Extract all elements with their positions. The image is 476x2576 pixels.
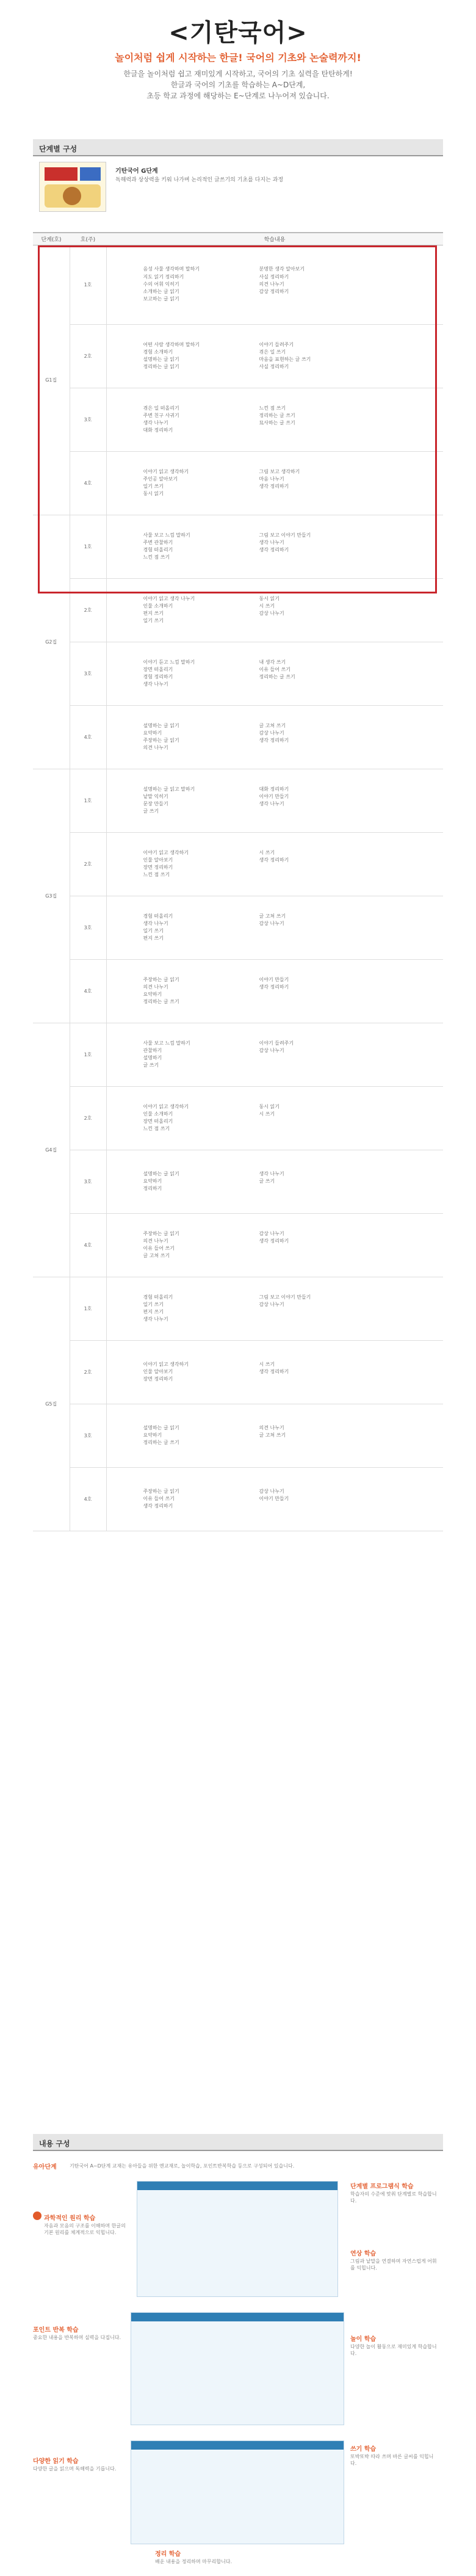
content-item: 요약하기 bbox=[143, 1432, 162, 1438]
content-item: 정리하는 글 쓰기 bbox=[259, 674, 295, 680]
header-week: 호(주) bbox=[70, 233, 106, 245]
block-desc: 또박또박 따라 쓰며 바른 글씨를 익힙니다. bbox=[350, 2454, 434, 2466]
content-item: 마음을 표현하는 글 쓰기 bbox=[259, 357, 311, 362]
content-item: 주장하는 글 읽기 bbox=[143, 1488, 179, 1494]
content-item: 이야기 만들기 bbox=[259, 976, 289, 982]
content-cell bbox=[106, 1023, 443, 1086]
content-item: 음성 사물 생각하며 말하기 bbox=[143, 266, 200, 272]
section-title: 내용 구성 bbox=[39, 2139, 70, 2148]
content-item: 글 고쳐 쓰기 bbox=[259, 1432, 286, 1438]
content-item: 경험 떠올리기 bbox=[143, 913, 173, 919]
content-item: 이야기 읽고 생각하기 bbox=[143, 849, 189, 855]
content-item: 이야기 들려주기 bbox=[259, 341, 294, 347]
content-item: 의견 나누기 bbox=[259, 1424, 284, 1431]
week-cell: 3호 bbox=[70, 388, 106, 451]
week-cell: 1호 bbox=[70, 1023, 106, 1086]
block-desc: 학습자의 수준에 맞춰 단계별로 학습합니다. bbox=[350, 2191, 437, 2204]
table-row bbox=[33, 1277, 443, 1340]
header-content: 학습내용 bbox=[106, 233, 443, 245]
content-cell bbox=[106, 1404, 443, 1467]
content-item: 장면 정리하기 bbox=[143, 1376, 173, 1382]
content-item: 일기 쓰기 bbox=[143, 928, 164, 934]
content-item: 설명하기 bbox=[143, 1055, 162, 1061]
content-cell bbox=[106, 1086, 443, 1150]
content-item: 생각 나누기 bbox=[143, 681, 168, 688]
block-label: 단계별 프로그램식 학습 bbox=[350, 2183, 414, 2190]
content-item: 사물 보고 느낌 말하기 bbox=[143, 532, 190, 538]
content-item: 이야기 읽고 생각하기 bbox=[143, 1103, 189, 1109]
content-item: 사실 정리하기 bbox=[259, 274, 289, 280]
week-cell: 3호 bbox=[70, 1150, 106, 1213]
content-item: 생각 정리하기 bbox=[259, 1238, 289, 1244]
content-item: 경험 정리하기 bbox=[143, 674, 173, 680]
content-item: 대화 정리하기 bbox=[259, 786, 289, 792]
content-item: 편지 쓰기 bbox=[143, 1309, 164, 1315]
content-item: 지도 읽기 정리하기 bbox=[143, 274, 184, 280]
content-cell bbox=[106, 832, 443, 896]
section-header-levels bbox=[33, 139, 443, 156]
week-cell: 4호 bbox=[70, 451, 106, 515]
content-item: 생각 나누기 bbox=[259, 539, 284, 545]
sample-page-2 bbox=[131, 2312, 344, 2425]
badge-icon bbox=[33, 2211, 41, 2220]
content-item: 그림 보고 생각하기 bbox=[259, 468, 300, 474]
week-cell: 1호 bbox=[70, 769, 106, 832]
content-item: 이야기 읽고 생각하기 bbox=[143, 468, 189, 474]
block-desc: 다양한 놀이 활동으로 재미있게 학습합니다. bbox=[350, 2344, 437, 2356]
content-item: 감상 나누기 bbox=[259, 1301, 284, 1307]
content-item: 생각 정리하기 bbox=[259, 484, 289, 489]
content-item: 주장하는 글 읽기 bbox=[143, 976, 179, 982]
content-item: 어떤 사람 생각하며 말하기 bbox=[143, 341, 200, 347]
table-row bbox=[33, 1086, 443, 1150]
content-item: 생각 나누기 bbox=[143, 1316, 168, 1322]
content-item: 설명하는 글 읽기 bbox=[143, 1424, 179, 1431]
content-item: 감상 나누기 bbox=[259, 730, 284, 736]
content-item: 마음 나누기 bbox=[259, 476, 284, 482]
level-cell: G5집 bbox=[33, 1277, 70, 1531]
content-item: 겪은 일 쓰기 bbox=[259, 349, 286, 355]
table-row bbox=[33, 705, 443, 769]
level-cell: G2집 bbox=[33, 515, 70, 769]
week-cell: 2호 bbox=[70, 1340, 106, 1404]
level-cell: G4집 bbox=[33, 1023, 70, 1277]
content-item: 생각 정리하기 bbox=[259, 738, 289, 743]
content-item: 문장 만들기 bbox=[143, 801, 168, 807]
content-item: 소개하는 글 읽기 bbox=[143, 289, 179, 295]
week-cell: 4호 bbox=[70, 705, 106, 769]
content-cell bbox=[106, 769, 443, 832]
content-item: 시 쓰기 bbox=[259, 849, 275, 855]
hero bbox=[0, 0, 476, 131]
content-item: 주변 관찰하기 bbox=[143, 539, 173, 545]
week-cell: 1호 bbox=[70, 245, 106, 324]
content-cell bbox=[106, 1340, 443, 1404]
block-desc: 그림과 낱말을 연결하며 자연스럽게 어휘를 익힙니다. bbox=[350, 2259, 437, 2271]
content-item: 이야기 읽고 생각하기 bbox=[143, 1361, 189, 1367]
content-item: 이야기 들려주기 bbox=[259, 1040, 294, 1046]
week-cell: 2호 bbox=[70, 324, 106, 388]
content-item: 동시 읽기 bbox=[259, 1103, 279, 1109]
content-item: 정리하기 bbox=[143, 1186, 162, 1192]
section-title: 단계별 구성 bbox=[39, 145, 78, 153]
block-label: 연상 학습 bbox=[350, 2251, 377, 2257]
content-item: 이유 들어 쓰기 bbox=[259, 666, 290, 672]
table-row bbox=[33, 1467, 443, 1531]
content-item: 인물 알아보기 bbox=[143, 1368, 173, 1374]
level-intro bbox=[33, 162, 443, 214]
content-cell bbox=[106, 1277, 443, 1340]
content-item: 글 쓰기 bbox=[143, 1062, 159, 1068]
content-item: 시 쓰기 bbox=[259, 1361, 275, 1367]
content-item: 편지 쓰기 bbox=[143, 935, 164, 942]
content-item: 생각 나누기 bbox=[143, 920, 168, 926]
highlight-box bbox=[38, 245, 437, 593]
content-item: 사실 정리하기 bbox=[259, 364, 289, 370]
intro-title: 기탄국어 G단계 bbox=[115, 168, 158, 175]
content-item: 설명하는 글 읽기 bbox=[143, 722, 179, 728]
table-row bbox=[33, 1213, 443, 1277]
content-item: 의견 나누기 bbox=[143, 1238, 168, 1244]
week-cell: 3호 bbox=[70, 1404, 106, 1467]
content-item: 생각 정리하기 bbox=[143, 1503, 173, 1509]
table-row bbox=[33, 896, 443, 959]
content-item: 글 고쳐 쓰기 bbox=[259, 722, 286, 728]
content-item: 설명하는 글 읽기 bbox=[143, 1170, 179, 1177]
table-row bbox=[33, 1023, 443, 1086]
content-item: 인물 소개하기 bbox=[143, 1111, 173, 1117]
header-level: 단계(호) bbox=[33, 233, 70, 245]
content-item: 사물 보고 느낌 말하기 bbox=[143, 1040, 190, 1046]
content-item: 설명하는 글 읽고 말하기 bbox=[143, 786, 195, 792]
content-item: 시 쓰기 bbox=[259, 603, 275, 609]
hero-line-2: 한글과 국어의 기초를 학습하는 A~D단계, bbox=[170, 81, 306, 89]
section-header-contents bbox=[33, 2134, 443, 2151]
content-cell bbox=[106, 896, 443, 959]
content-item: 주변 친구 사귀기 bbox=[143, 412, 179, 418]
week-cell: 3호 bbox=[70, 896, 106, 959]
content-item: 일기 쓰기 bbox=[143, 1301, 164, 1307]
content-item: 감상 나누기 bbox=[259, 1488, 284, 1494]
block-desc: 다양한 글을 읽으며 독해력을 기릅니다. bbox=[33, 2466, 117, 2472]
block-label: 다양한 읽기 학습 bbox=[33, 2458, 79, 2465]
table-row bbox=[33, 959, 443, 1023]
content-item: 내 생각 쓰기 bbox=[259, 659, 286, 665]
intro-desc: 독해력과 상상력을 키워 나가며 논리적인 글쓰기의 기초를 다지는 과정 bbox=[115, 177, 284, 183]
content-item: 주인공 알아보기 bbox=[143, 476, 178, 482]
content-cell bbox=[106, 959, 443, 1023]
content-cell bbox=[106, 705, 443, 769]
content-item: 감상 나누기 bbox=[259, 1047, 284, 1053]
content-item: 정리하는 글 쓰기 bbox=[143, 999, 179, 1005]
content-item: 의견 나누기 bbox=[259, 281, 284, 287]
week-cell: 4호 bbox=[70, 1467, 106, 1531]
content-item: 이야기 듣고 느낌 말하기 bbox=[143, 659, 195, 665]
content-item: 정리하는 글 읽기 bbox=[143, 364, 179, 370]
content-item: 인물 알아보기 bbox=[143, 857, 173, 863]
week-cell: 2호 bbox=[70, 832, 106, 896]
sample-page-1 bbox=[137, 2181, 338, 2297]
week-cell: 3호 bbox=[70, 642, 106, 705]
week-cell: 1호 bbox=[70, 1277, 106, 1340]
content-structure bbox=[33, 2157, 443, 2572]
content-item: 주장하는 글 읽기 bbox=[143, 1230, 179, 1236]
content-item: 겪은 일 떠올리기 bbox=[143, 405, 179, 411]
content-item: 생각 정리하기 bbox=[259, 547, 289, 553]
content-item: 느낀 점 쓰기 bbox=[143, 554, 170, 561]
block-label: 과학적인 원리 학습 bbox=[44, 2215, 96, 2222]
content-item: 동시 읽기 bbox=[259, 595, 279, 601]
level-cell: G3집 bbox=[33, 769, 70, 1023]
week-cell: 2호 bbox=[70, 1086, 106, 1150]
content-item: 정리하는 글 쓰기 bbox=[259, 412, 295, 418]
hero-line-3: 초등 학교 과정에 해당하는 E~단계로 나누어져 있습니다. bbox=[146, 92, 330, 100]
content-item: 일기 쓰기 bbox=[143, 484, 164, 489]
content-item: 시 쓰기 bbox=[259, 1111, 275, 1117]
content-item: 느낀 점 쓰기 bbox=[143, 1126, 170, 1132]
block-label: 놀이 학습 bbox=[350, 2336, 377, 2343]
block-desc: 배운 내용을 정리하며 마무리합니다. bbox=[155, 2559, 233, 2564]
content-item: 인물 소개하기 bbox=[143, 603, 173, 609]
content-item: 동시 읽기 bbox=[143, 491, 164, 497]
content-item: 생각 정리하기 bbox=[259, 857, 289, 863]
content-item: 장면 떠올리기 bbox=[143, 1119, 173, 1124]
hero-line-1: 한글을 놀이처럼 쉽고 재미있게 시작하고, 국어의 기초 실력을 탄탄하게! bbox=[123, 70, 353, 78]
content-item: 감상 나누기 bbox=[259, 1230, 284, 1236]
content-item: 느낀 점 쓰기 bbox=[143, 872, 170, 878]
week-cell: 2호 bbox=[70, 578, 106, 642]
content-item: 보고하는 글 읽기 bbox=[143, 296, 179, 302]
content-item: 글 고쳐 쓰기 bbox=[143, 1253, 170, 1259]
table-row bbox=[33, 1340, 443, 1404]
book-cover-image bbox=[39, 162, 106, 212]
hero-subtitle: 놀이처럼 쉽게 시작하는 한글! 국어의 기초와 논술력까지! bbox=[115, 52, 361, 63]
content-item: 그림 보고 이야기 만들기 bbox=[259, 1294, 311, 1300]
content-item: 이야기 만들기 bbox=[259, 1495, 289, 1501]
content-item: 글 쓰기 bbox=[259, 1178, 275, 1184]
content-item: 요약하기 bbox=[143, 992, 162, 997]
block-label: 정리 학습 bbox=[155, 2551, 181, 2558]
content-item: 이야기 만들기 bbox=[259, 793, 289, 799]
content-item: 장면 정리하기 bbox=[143, 865, 173, 870]
block-label: 쓰기 학습 bbox=[350, 2446, 377, 2453]
content-item: 이야기 읽고 생각 나누기 bbox=[143, 595, 195, 601]
content-item: 요약하기 bbox=[143, 730, 162, 736]
content-cell bbox=[106, 1467, 443, 1531]
intro-label: 유아단계 bbox=[33, 2164, 57, 2171]
content-item: 생각 나누기 bbox=[143, 420, 168, 426]
content-item: 정리하는 글 쓰기 bbox=[143, 1440, 179, 1446]
table-row bbox=[33, 1404, 443, 1467]
content-item: 생각 정리하기 bbox=[259, 1368, 289, 1374]
content-item: 대화 정리하기 bbox=[143, 427, 173, 434]
table-row bbox=[33, 769, 443, 832]
block-desc: 중요한 내용을 반복하며 실력을 다집니다. bbox=[33, 2335, 121, 2340]
table-row bbox=[33, 642, 443, 705]
content-item: 수의 어휘 익히기 bbox=[143, 281, 179, 287]
block-desc: 자음과 모음의 구조를 이해하며 한글의 기본 원리를 체계적으로 익힙니다. bbox=[44, 2223, 126, 2235]
table-row bbox=[33, 1150, 443, 1213]
content-item: 생각 나누기 bbox=[259, 1170, 284, 1177]
week-cell: 4호 bbox=[70, 959, 106, 1023]
level-cell: G1집 bbox=[33, 245, 70, 515]
content-item: 글 고쳐 쓰기 bbox=[259, 913, 286, 919]
content-item: 느낀 점 쓰기 bbox=[259, 405, 286, 411]
content-item: 분명한 생각 알아보기 bbox=[259, 266, 305, 272]
content-item: 일기 쓰기 bbox=[143, 618, 164, 624]
content-item: 장면 떠올리기 bbox=[143, 666, 173, 672]
content-item: 설명하는 글 읽기 bbox=[143, 357, 179, 362]
content-cell bbox=[106, 1213, 443, 1277]
intro-desc: 기탄국어 A~D단계 교재는 유아들을 위한 엔교재로, 놀이학습, 포인트반복학습 등으로 구성되어 있습니다. bbox=[70, 2163, 295, 2169]
content-item: 감상 정리하기 bbox=[259, 289, 289, 295]
content-item: 요약하기 bbox=[143, 1178, 162, 1184]
sample-page-3 bbox=[131, 2440, 344, 2544]
content-item: 의견 나누기 bbox=[143, 745, 168, 751]
content-item: 감상 나누기 bbox=[259, 611, 284, 616]
week-cell: 4호 bbox=[70, 1213, 106, 1277]
page-title: <기탄국어> bbox=[168, 19, 308, 47]
content-item: 글 쓰기 bbox=[143, 808, 159, 815]
content-item: 이유 들어 쓰기 bbox=[143, 1246, 175, 1251]
content-item: 의견 나누기 bbox=[143, 984, 168, 990]
content-item: 경험 소개하기 bbox=[143, 349, 173, 355]
content-cell bbox=[106, 642, 443, 705]
content-item: 묘사하는 글 쓰기 bbox=[259, 420, 295, 426]
content-item: 관찰하기 bbox=[143, 1047, 162, 1053]
content-item: 이유 들어 쓰기 bbox=[143, 1495, 175, 1501]
content-item: 그림 보고 이야기 만들기 bbox=[259, 532, 311, 538]
week-cell: 1호 bbox=[70, 515, 106, 578]
content-item: 생각 정리하기 bbox=[259, 984, 289, 990]
content-cell bbox=[106, 1150, 443, 1213]
block-label: 포인트 반복 학습 bbox=[33, 2327, 79, 2334]
content-item: 편지 쓰기 bbox=[143, 611, 164, 616]
content-item: 생각 나누기 bbox=[259, 801, 284, 807]
content-item: 경험 떠올리기 bbox=[143, 547, 173, 553]
table-row bbox=[33, 832, 443, 896]
content-item: 감상 나누기 bbox=[259, 920, 284, 926]
content-item: 경험 떠올리기 bbox=[143, 1294, 173, 1300]
content-item: 주장하는 글 읽기 bbox=[143, 738, 179, 743]
content-item: 낱말 익히기 bbox=[143, 793, 168, 799]
